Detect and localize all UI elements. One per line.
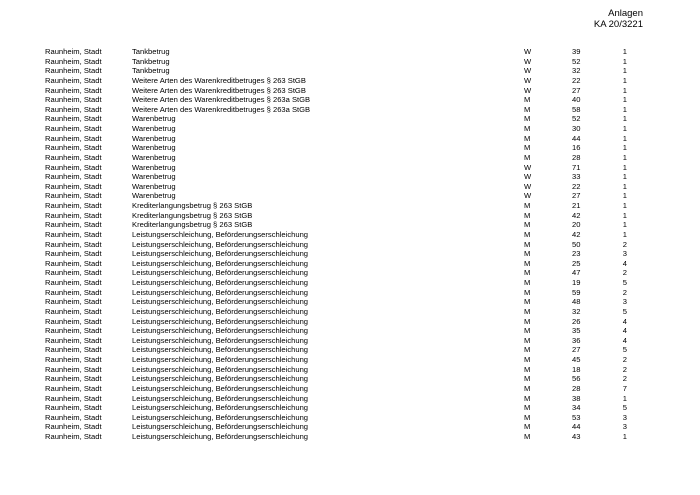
table-row — [45, 259, 645, 269]
table-row — [45, 307, 645, 317]
place-cell: Raunheim, Stadt — [45, 258, 102, 268]
place-cell: Raunheim, Stadt — [45, 162, 102, 172]
offense-cell: Weitere Arten des Warenkreditbetruges § 263 StGB — [132, 75, 306, 85]
place-cell: Raunheim, Stadt — [45, 114, 102, 124]
count-cell: 7 — [622, 383, 627, 393]
table-row — [45, 288, 645, 298]
offense-cell: Leistungserschleichung, Beförderungserschleichung — [132, 316, 309, 326]
gender-cell: M — [524, 335, 531, 345]
table-row — [45, 86, 645, 96]
place-cell: Raunheim, Stadt — [45, 432, 102, 441]
gender-cell: M — [524, 326, 531, 336]
table-row — [45, 422, 645, 432]
count-cell: 1 — [622, 47, 627, 56]
place-cell: Raunheim, Stadt — [45, 56, 102, 66]
place-cell: Raunheim, Stadt — [45, 412, 102, 422]
table-row — [45, 432, 645, 442]
table-row — [45, 249, 645, 259]
count-cell: 1 — [622, 95, 627, 105]
offense-cell: Leistungserschleichung, Beförderungserschleichung — [132, 239, 309, 249]
age-cell: 27 — [572, 85, 581, 95]
count-cell: 1 — [622, 172, 627, 182]
count-cell: 5 — [622, 278, 627, 287]
offense-cell: Weitere Arten des Warenkreditbetruges § 263a StGB — [132, 104, 311, 114]
place-cell: Raunheim, Stadt — [45, 239, 102, 249]
place-cell: Raunheim, Stadt — [45, 85, 102, 95]
table-row — [45, 394, 645, 404]
age-cell: 23 — [572, 249, 581, 259]
gender-cell: M — [524, 374, 531, 384]
table-row — [45, 384, 645, 394]
offense-cell: Warenbetrug — [132, 162, 176, 172]
age-cell: 34 — [572, 403, 581, 413]
count-cell: 1 — [622, 143, 627, 153]
offense-cell: Leistungserschleichung, Beförderungserschleichung — [132, 287, 309, 297]
count-cell: 1 — [622, 210, 627, 220]
table-row — [45, 153, 645, 163]
count-cell: 1 — [622, 432, 627, 441]
table-row — [45, 278, 645, 288]
table-row — [45, 172, 645, 182]
offense-cell: Leistungserschleichung, Beförderungserschleichung — [132, 297, 309, 307]
gender-cell: M — [524, 345, 531, 355]
offense-cell: Leistungserschleichung, Beförderungserschleichung — [132, 422, 309, 432]
gender-cell: M — [524, 268, 531, 278]
count-cell: 1 — [622, 181, 627, 191]
statistics-table — [45, 47, 645, 442]
age-cell: 28 — [572, 152, 581, 162]
age-cell: 42 — [572, 210, 581, 220]
offense-cell: Weitere Arten des Warenkreditbetruges § 263a StGB — [132, 95, 311, 105]
age-cell: 44 — [572, 133, 581, 143]
table-row — [45, 240, 645, 250]
place-cell: Raunheim, Stadt — [45, 191, 102, 201]
gender-cell: M — [524, 124, 531, 133]
place-cell: Raunheim, Stadt — [45, 124, 102, 133]
table-row — [45, 114, 645, 124]
table-row — [45, 365, 645, 375]
gender-cell: M — [524, 403, 531, 413]
offense-cell: Warenbetrug — [132, 143, 176, 153]
age-cell: 56 — [572, 374, 581, 384]
offense-cell: Leistungserschleichung, Beförderungserschleichung — [132, 258, 309, 268]
count-cell: 1 — [622, 191, 627, 201]
count-cell: 1 — [622, 104, 627, 114]
place-cell: Raunheim, Stadt — [45, 383, 102, 393]
offense-cell: Warenbetrug — [132, 172, 176, 182]
gender-cell: W — [524, 172, 532, 182]
age-cell: 38 — [572, 393, 581, 403]
gender-cell: W — [524, 181, 532, 191]
gender-cell: W — [524, 56, 532, 66]
count-cell: 3 — [622, 412, 627, 422]
gender-cell: M — [524, 258, 531, 268]
table-row — [45, 134, 645, 144]
count-cell: 3 — [622, 422, 627, 432]
place-cell: Raunheim, Stadt — [45, 306, 102, 316]
count-cell: 1 — [622, 56, 627, 66]
offense-cell: Leistungserschleichung, Beförderungserschleichung — [132, 335, 309, 345]
gender-cell: M — [524, 432, 531, 441]
count-cell: 3 — [622, 249, 627, 259]
table-row — [45, 326, 645, 336]
place-cell: Raunheim, Stadt — [45, 297, 102, 307]
age-cell: 27 — [572, 345, 581, 355]
table-row — [45, 95, 645, 105]
age-cell: 44 — [572, 422, 581, 432]
age-cell: 40 — [572, 95, 581, 105]
age-cell: 22 — [572, 75, 581, 85]
offense-cell: Warenbetrug — [132, 133, 176, 143]
count-cell: 1 — [622, 201, 627, 210]
age-cell: 43 — [572, 432, 581, 441]
place-cell: Raunheim, Stadt — [45, 95, 102, 105]
age-cell: 36 — [572, 335, 581, 345]
gender-cell: M — [524, 104, 531, 114]
place-cell: Raunheim, Stadt — [45, 355, 102, 364]
age-cell: 32 — [572, 66, 581, 76]
count-cell: 2 — [622, 364, 627, 374]
gender-cell: M — [524, 201, 531, 210]
table-row — [45, 230, 645, 240]
table-row — [45, 47, 645, 57]
place-cell: Raunheim, Stadt — [45, 393, 102, 403]
table-row — [45, 182, 645, 192]
place-cell: Raunheim, Stadt — [45, 75, 102, 85]
place-cell: Raunheim, Stadt — [45, 374, 102, 384]
age-cell: 33 — [572, 172, 581, 182]
place-cell: Raunheim, Stadt — [45, 422, 102, 432]
gender-cell: W — [524, 85, 532, 95]
age-cell: 71 — [572, 162, 581, 172]
place-cell: Raunheim, Stadt — [45, 172, 102, 182]
offense-cell: Leistungserschleichung, Beförderungserschleichung — [132, 306, 309, 316]
table-row — [45, 124, 645, 134]
gender-cell: M — [524, 220, 531, 230]
gender-cell: M — [524, 143, 531, 153]
age-cell: 59 — [572, 287, 581, 297]
gender-cell: M — [524, 95, 531, 105]
gender-cell: M — [524, 412, 531, 422]
document-number: KA 20/3221 — [593, 19, 643, 30]
place-cell: Raunheim, Stadt — [45, 278, 102, 287]
offense-cell: Warenbetrug — [132, 181, 176, 191]
gender-cell: M — [524, 364, 531, 374]
count-cell: 2 — [622, 287, 627, 297]
gender-cell: M — [524, 114, 531, 124]
count-cell: 5 — [622, 345, 627, 355]
table-row — [45, 336, 645, 346]
offense-cell: Leistungserschleichung, Beförderungserschleichung — [132, 364, 309, 374]
place-cell: Raunheim, Stadt — [45, 403, 102, 413]
gender-cell: M — [524, 355, 531, 364]
age-cell: 45 — [572, 355, 581, 364]
count-cell: 4 — [622, 316, 627, 326]
gender-cell: W — [524, 66, 532, 76]
count-cell: 2 — [622, 355, 627, 364]
age-cell: 25 — [572, 258, 581, 268]
table-row — [45, 345, 645, 355]
gender-cell: M — [524, 422, 531, 432]
table-row — [45, 201, 645, 211]
place-cell: Raunheim, Stadt — [45, 143, 102, 153]
place-cell: Raunheim, Stadt — [45, 133, 102, 143]
gender-cell: W — [524, 75, 532, 85]
age-cell: 52 — [572, 56, 581, 66]
gender-cell: M — [524, 306, 531, 316]
count-cell: 1 — [622, 85, 627, 95]
table-row — [45, 317, 645, 327]
age-cell: 50 — [572, 239, 581, 249]
place-cell: Raunheim, Stadt — [45, 104, 102, 114]
place-cell: Raunheim, Stadt — [45, 47, 102, 56]
count-cell: 1 — [622, 124, 627, 133]
place-cell: Raunheim, Stadt — [45, 201, 102, 210]
offense-cell: Leistungserschleichung, Beförderungserschleichung — [132, 403, 309, 413]
offense-cell: Leistungserschleichung, Beförderungserschleichung — [132, 326, 309, 336]
gender-cell: M — [524, 152, 531, 162]
table-row — [45, 143, 645, 153]
count-cell: 1 — [622, 66, 627, 76]
count-cell: 3 — [622, 297, 627, 307]
offense-cell: Leistungserschleichung, Beförderungserschleichung — [132, 393, 309, 403]
age-cell: 39 — [572, 47, 581, 56]
offense-cell: Leistungserschleichung, Beförderungserschleichung — [132, 432, 309, 441]
place-cell: Raunheim, Stadt — [45, 66, 102, 76]
count-cell: 1 — [622, 133, 627, 143]
count-cell: 4 — [622, 335, 627, 345]
offense-cell: Warenbetrug — [132, 191, 176, 201]
gender-cell: M — [524, 133, 531, 143]
count-cell: 4 — [622, 326, 627, 336]
count-cell: 4 — [622, 258, 627, 268]
offense-cell: Leistungserschleichung, Beförderungserschleichung — [132, 249, 309, 259]
gender-cell: W — [524, 47, 532, 56]
count-cell: 5 — [622, 403, 627, 413]
offense-cell: Leistungserschleichung, Beförderungserschleichung — [132, 412, 309, 422]
offense-cell: Krediterlangungsbetrug § 263 StGB — [132, 201, 253, 210]
age-cell: 20 — [572, 220, 581, 230]
offense-cell: Tankbetrug — [132, 56, 170, 66]
offense-cell: Leistungserschleichung, Beförderungserschleichung — [132, 374, 309, 384]
count-cell: 1 — [622, 152, 627, 162]
place-cell: Raunheim, Stadt — [45, 326, 102, 336]
gender-cell: M — [524, 239, 531, 249]
place-cell: Raunheim, Stadt — [45, 287, 102, 297]
count-cell: 1 — [622, 220, 627, 230]
table-row — [45, 413, 645, 423]
offense-cell: Leistungserschleichung, Beförderungserschleichung — [132, 383, 309, 393]
offense-cell: Tankbetrug — [132, 66, 170, 76]
count-cell: 2 — [622, 268, 627, 278]
place-cell: Raunheim, Stadt — [45, 335, 102, 345]
offense-cell: Krediterlangungsbetrug § 263 StGB — [132, 210, 253, 220]
age-cell: 21 — [572, 201, 581, 210]
offense-cell: Krediterlangungsbetrug § 263 StGB — [132, 220, 253, 230]
place-cell: Raunheim, Stadt — [45, 181, 102, 191]
table-row — [45, 220, 645, 230]
age-cell: 18 — [572, 364, 581, 374]
gender-cell: M — [524, 249, 531, 259]
count-cell: 2 — [622, 239, 627, 249]
count-cell: 1 — [622, 229, 627, 239]
count-cell: 2 — [622, 374, 627, 384]
offense-cell: Leistungserschleichung, Beförderungserschleichung — [132, 268, 309, 278]
count-cell: 1 — [622, 162, 627, 172]
age-cell: 47 — [572, 268, 581, 278]
offense-cell: Warenbetrug — [132, 124, 176, 133]
document-reference — [594, 8, 643, 30]
place-cell: Raunheim, Stadt — [45, 152, 102, 162]
age-cell: 53 — [572, 412, 581, 422]
age-cell: 30 — [572, 124, 581, 133]
offense-cell: Warenbetrug — [132, 152, 176, 162]
place-cell: Raunheim, Stadt — [45, 364, 102, 374]
count-cell: 5 — [622, 306, 627, 316]
table-row — [45, 297, 645, 307]
gender-cell: M — [524, 210, 531, 220]
place-cell: Raunheim, Stadt — [45, 210, 102, 220]
gender-cell: M — [524, 393, 531, 403]
offense-cell: Leistungserschleichung, Beförderungserschleichung — [132, 229, 309, 239]
table-row — [45, 76, 645, 86]
table-row — [45, 374, 645, 384]
table-row — [45, 355, 645, 365]
offense-cell: Leistungserschleichung, Beförderungserschleichung — [132, 355, 309, 364]
table-row — [45, 66, 645, 76]
age-cell: 19 — [572, 278, 581, 287]
gender-cell: M — [524, 287, 531, 297]
table-row — [45, 403, 645, 413]
gender-cell: W — [524, 191, 532, 201]
table-row — [45, 57, 645, 67]
count-cell: 1 — [622, 75, 627, 85]
gender-cell: M — [524, 229, 531, 239]
table-row — [45, 268, 645, 278]
age-cell: 32 — [572, 306, 581, 316]
offense-cell: Leistungserschleichung, Beförderungserschleichung — [132, 345, 309, 355]
age-cell: 42 — [572, 229, 581, 239]
age-cell: 28 — [572, 383, 581, 393]
table-row — [45, 163, 645, 173]
place-cell: Raunheim, Stadt — [45, 229, 102, 239]
count-cell: 1 — [622, 114, 627, 124]
offense-cell: Tankbetrug — [132, 47, 170, 56]
offense-cell: Weitere Arten des Warenkreditbetruges § 263 StGB — [132, 85, 306, 95]
annex-label: Anlagen — [608, 8, 643, 19]
place-cell: Raunheim, Stadt — [45, 249, 102, 259]
age-cell: 22 — [572, 181, 581, 191]
age-cell: 52 — [572, 114, 581, 124]
gender-cell: M — [524, 278, 531, 287]
gender-cell: W — [524, 162, 532, 172]
offense-cell: Warenbetrug — [132, 114, 176, 124]
table-row — [45, 105, 645, 115]
age-cell: 48 — [572, 297, 581, 307]
gender-cell: M — [524, 383, 531, 393]
gender-cell: M — [524, 297, 531, 307]
age-cell: 35 — [572, 326, 581, 336]
offense-cell: Leistungserschleichung, Beförderungserschleichung — [132, 278, 309, 287]
place-cell: Raunheim, Stadt — [45, 345, 102, 355]
table-row — [45, 191, 645, 201]
age-cell: 27 — [572, 191, 581, 201]
count-cell: 1 — [622, 393, 627, 403]
age-cell: 16 — [572, 143, 581, 153]
table-row — [45, 211, 645, 221]
age-cell: 58 — [572, 104, 581, 114]
place-cell: Raunheim, Stadt — [45, 220, 102, 230]
gender-cell: M — [524, 316, 531, 326]
place-cell: Raunheim, Stadt — [45, 316, 102, 326]
age-cell: 26 — [572, 316, 581, 326]
place-cell: Raunheim, Stadt — [45, 268, 102, 278]
